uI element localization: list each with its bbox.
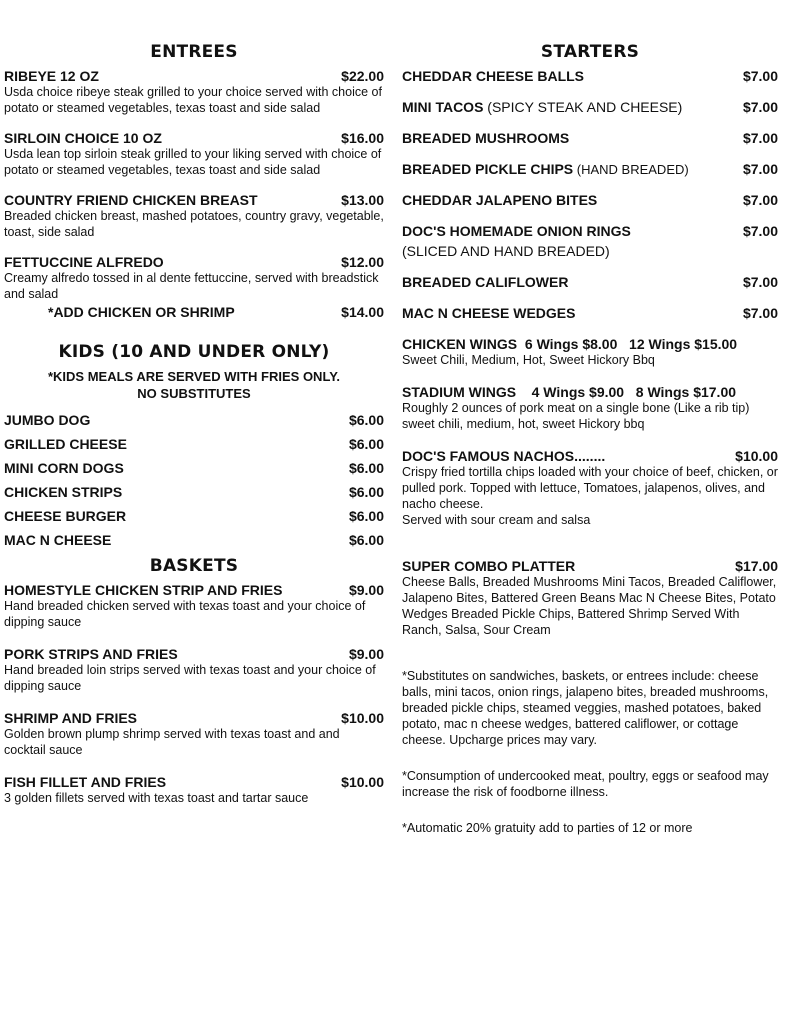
item-description: 3 golden fillets served with texas toast and tartar sauce bbox=[4, 791, 309, 805]
starter-item bbox=[402, 558, 778, 638]
kids-item bbox=[4, 508, 384, 524]
left-column bbox=[4, 38, 384, 820]
item-name: COUNTRY FRIEND CHICKEN BREAST bbox=[4, 192, 258, 208]
starter-item bbox=[402, 223, 778, 259]
item-name: DOC'S HOMEMADE ONION RINGS bbox=[402, 223, 631, 239]
item-name: BREADED PICKLE CHIPS (HAND BREADED) bbox=[402, 161, 689, 177]
item-description: Usda choice ribeye steak grilled to your choice served with choice of potato or steamed vegetables, texas toast and side salad bbox=[4, 85, 382, 115]
addon-label: *ADD CHICKEN OR SHRIMP bbox=[48, 304, 235, 320]
starter-item bbox=[402, 274, 778, 290]
right-column bbox=[402, 38, 778, 856]
item-name: SIRLOIN CHOICE 10 OZ bbox=[4, 130, 162, 146]
item-price: $6.00 bbox=[348, 460, 384, 476]
item-price: $22.00 bbox=[341, 68, 384, 84]
kids-item bbox=[4, 412, 384, 428]
substitutes-note: *Substitutes on sandwiches, baskets, or entrees include: cheese balls, mini tacos, onion rings, jalapeno bites, breaded mushrooms, breaded pickle chips, steamed veggies, mashed potatoes, baked potato, mac n cheese wedges, battered califlower, or cottage cheese. Upcharge prices may vary. bbox=[402, 669, 769, 747]
item-price: $7.00 bbox=[742, 161, 778, 177]
item-description: Hand breaded chicken served with texas toast and your choice of dipping sauce bbox=[4, 599, 366, 629]
starter-item bbox=[402, 448, 778, 528]
item-name: SHRIMP AND FRIES bbox=[4, 710, 138, 726]
item-name: STADIUM WINGS 4 Wings $9.00 8 Wings $17.00 bbox=[402, 384, 737, 400]
kids-note-line2: NO SUBSTITUTES bbox=[137, 386, 251, 401]
kids-item bbox=[4, 484, 384, 500]
item-price: $12.00 bbox=[341, 254, 384, 270]
menu-item bbox=[4, 192, 384, 240]
starter-item bbox=[402, 161, 778, 177]
item-description: Hand breaded loin strips served with texas toast and your choice of dipping sauce bbox=[4, 663, 376, 693]
item-name: FETTUCCINE ALFREDO bbox=[4, 254, 164, 270]
starters-heading: STARTERS bbox=[540, 42, 640, 62]
item-description: Roughly 2 ounces of pork meat on a single bone (Like a rib tip) sweet chili, medium, hot, sweet Hickory bbq bbox=[402, 401, 750, 431]
kids-item bbox=[4, 532, 384, 548]
item-name: SUPER COMBO PLATTER bbox=[402, 558, 576, 574]
item-description: Crispy fried tortilla chips loaded with your choice of beef, chicken, or pulled pork. Topped with lettuce, Tomatoes, jalapenos, olives, and nacho cheese. bbox=[402, 465, 778, 511]
item-name: HOMESTYLE CHICKEN STRIP AND FRIES bbox=[4, 582, 283, 598]
item-name: MAC N CHEESE bbox=[4, 532, 112, 548]
item-price: $7.00 bbox=[742, 223, 778, 239]
item-name: JUMBO DOG bbox=[4, 412, 91, 428]
gratuity-note: *Automatic 20% gratuity add to parties of 12 or more bbox=[402, 821, 693, 835]
item-price: $17.00 bbox=[735, 558, 778, 574]
item-price: $6.00 bbox=[348, 484, 384, 500]
item-name: BREADED CALIFLOWER bbox=[402, 274, 569, 290]
item-name: CHEESE BURGER bbox=[4, 508, 127, 524]
starter-item bbox=[402, 68, 778, 84]
item-price: $7.00 bbox=[742, 192, 778, 208]
item-price: $7.00 bbox=[742, 274, 778, 290]
item-price: $7.00 bbox=[742, 305, 778, 321]
starter-item bbox=[402, 336, 778, 368]
item-price: $10.00 bbox=[341, 710, 384, 726]
item-name: DOC'S FAMOUS NACHOS........ bbox=[402, 448, 606, 464]
item-name: GRILLED CHEESE bbox=[4, 436, 127, 452]
starter-item bbox=[402, 305, 778, 321]
item-price: $6.00 bbox=[348, 508, 384, 524]
item-description: Sweet Chili, Medium, Hot, Sweet Hickory Bbq bbox=[402, 353, 655, 367]
item-name: CHEDDAR JALAPENO BITES bbox=[402, 192, 598, 208]
kids-note bbox=[4, 368, 384, 402]
item-price: $6.00 bbox=[348, 412, 384, 428]
entrees-heading: ENTREES bbox=[150, 42, 238, 62]
item-price: $7.00 bbox=[742, 68, 778, 84]
item-name: FISH FILLET AND FRIES bbox=[4, 774, 167, 790]
starter-item bbox=[402, 99, 778, 115]
baskets-heading: BASKETS bbox=[149, 556, 239, 576]
item-note: (SPICY STEAK AND CHEESE) bbox=[483, 99, 683, 115]
item-note: (HAND BREADED) bbox=[573, 162, 689, 177]
kids-heading: KIDS (10 AND UNDER ONLY) bbox=[58, 342, 330, 362]
item-price: $9.00 bbox=[348, 646, 384, 662]
item-name: CHEDDAR CHEESE BALLS bbox=[402, 68, 585, 84]
item-price: $10.00 bbox=[735, 448, 778, 464]
item-price: $16.00 bbox=[341, 130, 384, 146]
item-name: MINI CORN DOGS bbox=[4, 460, 124, 476]
item-name: MAC N CHEESE WEDGES bbox=[402, 305, 576, 321]
item-name: CHICKEN STRIPS bbox=[4, 484, 123, 500]
kids-item bbox=[4, 436, 384, 452]
starter-item bbox=[402, 192, 778, 208]
item-subtitle: (SLICED AND HAND BREADED) bbox=[402, 243, 610, 259]
menu-item bbox=[4, 254, 384, 320]
menu-item bbox=[4, 774, 384, 806]
item-name: PORK STRIPS AND FRIES bbox=[4, 646, 178, 662]
item-description: Breaded chicken breast, mashed potatoes, country gravy, vegetable, toast, side salad bbox=[4, 209, 384, 239]
item-price: $7.00 bbox=[742, 130, 778, 146]
item-description: Cheese Balls, Breaded Mushrooms Mini Tacos, Breaded Califlower, Jalapeno Bites, Battered Green Beans Mac N Cheese Bites, Potato Wedges Breaded Pickle Chips, Battered Shrimp Served With Ranch, Salsa, Sour Cream bbox=[402, 575, 777, 637]
item-name: MINI TACOS (SPICY STEAK AND CHEESE) bbox=[402, 99, 683, 115]
menu-item bbox=[4, 710, 384, 758]
item-description: Golden brown plump shrimp served with texas toast and and cocktail sauce bbox=[4, 727, 340, 757]
consumption-note: *Consumption of undercooked meat, poultry, eggs or seafood may increase the risk of foodborne illness. bbox=[402, 769, 769, 799]
menu-item bbox=[4, 130, 384, 178]
item-name: RIBEYE 12 OZ bbox=[4, 68, 99, 84]
item-name: BREADED MUSHROOMS bbox=[402, 130, 570, 146]
item-price: $13.00 bbox=[341, 192, 384, 208]
item-description-2: Served with sour cream and salsa bbox=[402, 513, 591, 527]
item-price: $9.00 bbox=[348, 582, 384, 598]
item-description: Usda lean top sirloin steak grilled to your liking served with choice of potato or steamed vegetables, texas toast and side salad bbox=[4, 147, 382, 177]
menu-item bbox=[4, 68, 384, 116]
item-price: $10.00 bbox=[341, 774, 384, 790]
item-description: Creamy alfredo tossed in al dente fettuccine, served with breadstick and salad bbox=[4, 271, 379, 301]
item-name: CHICKEN WINGS 6 Wings $8.00 12 Wings $15.00 bbox=[402, 336, 738, 352]
starter-item bbox=[402, 384, 778, 432]
kids-note-line1: *KIDS MEALS ARE SERVED WITH FRIES ONLY. bbox=[47, 369, 341, 384]
addon-price: $14.00 bbox=[341, 304, 384, 320]
item-price: $6.00 bbox=[348, 436, 384, 452]
kids-item bbox=[4, 460, 384, 476]
menu-item bbox=[4, 582, 384, 630]
starter-item bbox=[402, 130, 778, 146]
menu-item bbox=[4, 646, 384, 694]
addon-row bbox=[4, 304, 384, 320]
item-price: $7.00 bbox=[742, 99, 778, 115]
item-price: $6.00 bbox=[348, 532, 384, 548]
